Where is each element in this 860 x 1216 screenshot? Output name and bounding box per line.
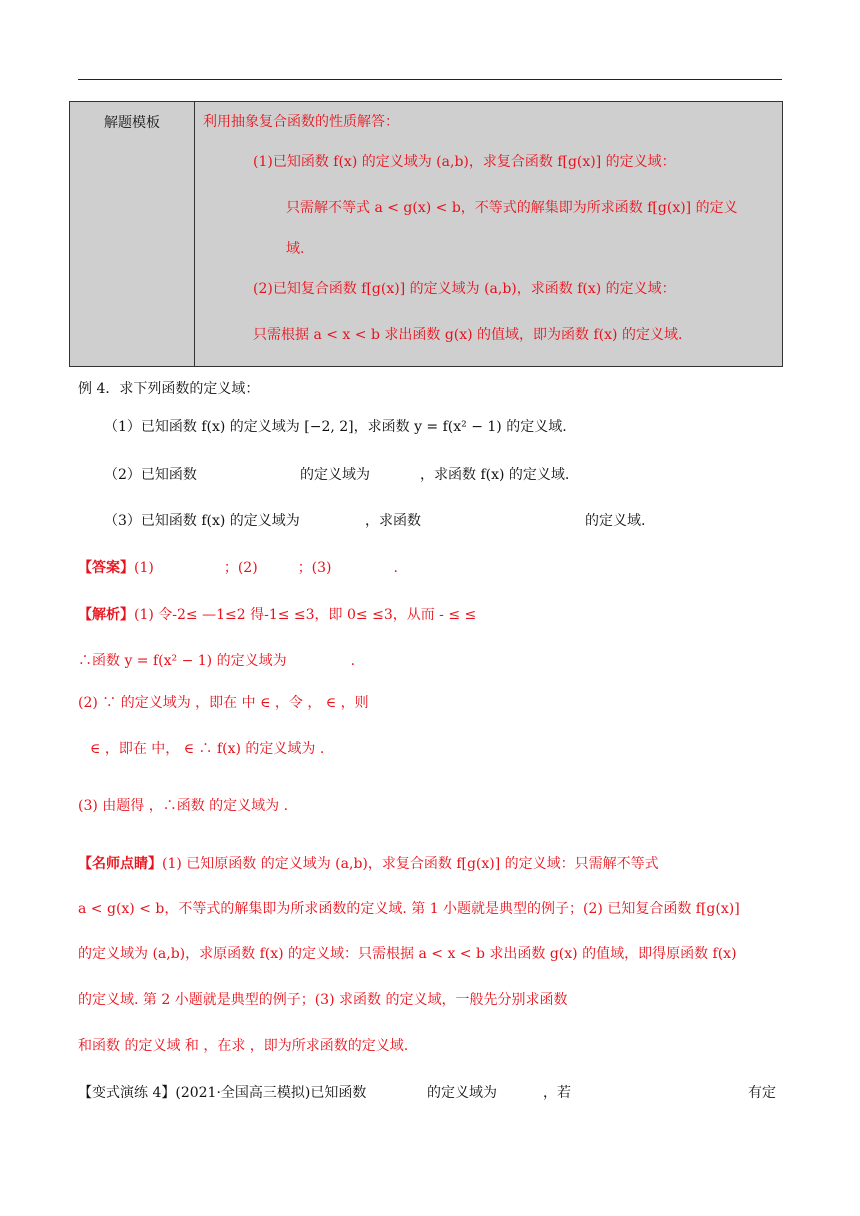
example-title: 例 4．求下列函数的定义域：	[78, 381, 260, 397]
example-q2-b: 的定义域为	[300, 467, 370, 483]
variant-d: 有定	[748, 1085, 776, 1101]
tips-l1: (1) 已知原函数 的定义域为 (a,b)，求复合函数 f[g(x)] 的定义域：只需解不等式	[162, 856, 659, 872]
template-p3: (2)已知复合函数 f[g(x)] 的定义域为 (a,b)，求函数 f(x) 的定义域：	[253, 281, 676, 297]
template-p4: 只需根据 a < x < b 求出函数 g(x) 的值域，即为函数 f(x) 的定义域.	[253, 327, 683, 343]
variant-b: 的定义域为	[427, 1085, 497, 1101]
analysis-l1: (1) 令-2≤ —1≤2 得-1≤ ≤3，即 0≤ ≤3，从而 - ≤ ≤	[134, 607, 477, 623]
analysis-line-4: ∈ ，即在 中， ∈ ∴ f(x) 的定义域为 .	[90, 741, 325, 757]
template-p2b: 域.	[286, 241, 305, 257]
example-q3-c: 的定义域.	[585, 513, 646, 529]
analysis-line-1	[78, 604, 476, 624]
tips-line-2: a < g(x) < b，不等式的解集即为所求函数的定义域. 第 1 小题就是典型的例子；(2) 已知复合函数 f[g(x)]	[78, 901, 740, 917]
template-label: 解题模板	[70, 102, 195, 367]
answer-t2: ；(2)	[223, 560, 258, 576]
tips-line-4: 的定义域. 第 2 小题就是典型的例子；(3) 求函数 的定义域，一般先分别求函数	[78, 992, 568, 1008]
example-q2-c: ，求函数 f(x) 的定义域.	[420, 467, 570, 483]
variant-src: (2021·全国高三模拟)	[175, 1085, 311, 1101]
analysis-line-2	[78, 650, 355, 670]
answer-t1: (1)	[134, 560, 154, 576]
variant-line	[78, 1082, 366, 1102]
example-q1: （1）已知函数 f(x) 的定义域为 [−2, 2]，求函数 y = f(x² − 1) 的定义域.	[104, 419, 567, 435]
example-q3-a: （3）已知函数 f(x) 的定义域为	[104, 513, 300, 529]
variant-tag: 【变式演练 4】	[78, 1085, 176, 1101]
variant-a: 已知函数	[310, 1085, 367, 1101]
variant-c: ，若	[543, 1085, 571, 1101]
template-p2a: 只需解不等式 a < g(x) < b，不等式的解集即为所求函数 f[g(x)] 的定义	[286, 200, 738, 216]
tips-tag: 【名师点睛】	[78, 856, 162, 872]
tips-line-1	[78, 853, 659, 873]
analysis-line-5: (3) 由题得 ，∴函数 的定义域为 .	[78, 798, 289, 814]
tips-line-5: 和函数 的定义域 和 ，在求 ，即为所求函数的定义域.	[78, 1038, 409, 1054]
tips-line-3: 的定义域为 (a,b)，求原函数 f(x) 的定义域：只需根据 a < x < b 求出函数 g(x) 的值域，即得原函数 f(x)	[78, 946, 737, 962]
header-rule	[78, 79, 782, 80]
example-q2-a: （2）已知函数	[104, 467, 197, 483]
answer-t4: .	[393, 560, 398, 576]
analysis-line-3: (2) ∵ 的定义域为 ，即在 中 ∈ ，令 ， ∈ ，则	[78, 695, 369, 711]
template-p1: (1)已知函数 f(x) 的定义域为 (a,b)，求复合函数 f[g(x)] 的定义域：	[253, 154, 676, 170]
analysis-l2-end: .	[350, 653, 356, 669]
analysis-tag: 【解析】	[78, 607, 134, 623]
template-intro: 利用抽象复合函数的性质解答：	[203, 114, 399, 130]
analysis-l2: ∴函数 y = f(x² − 1) 的定义域为	[78, 653, 287, 669]
answer-t3: ；(3)	[297, 560, 332, 576]
example-q3-b: ，求函数	[365, 513, 421, 529]
answer-line	[78, 557, 398, 577]
answer-tag: 【答案】	[78, 560, 134, 576]
